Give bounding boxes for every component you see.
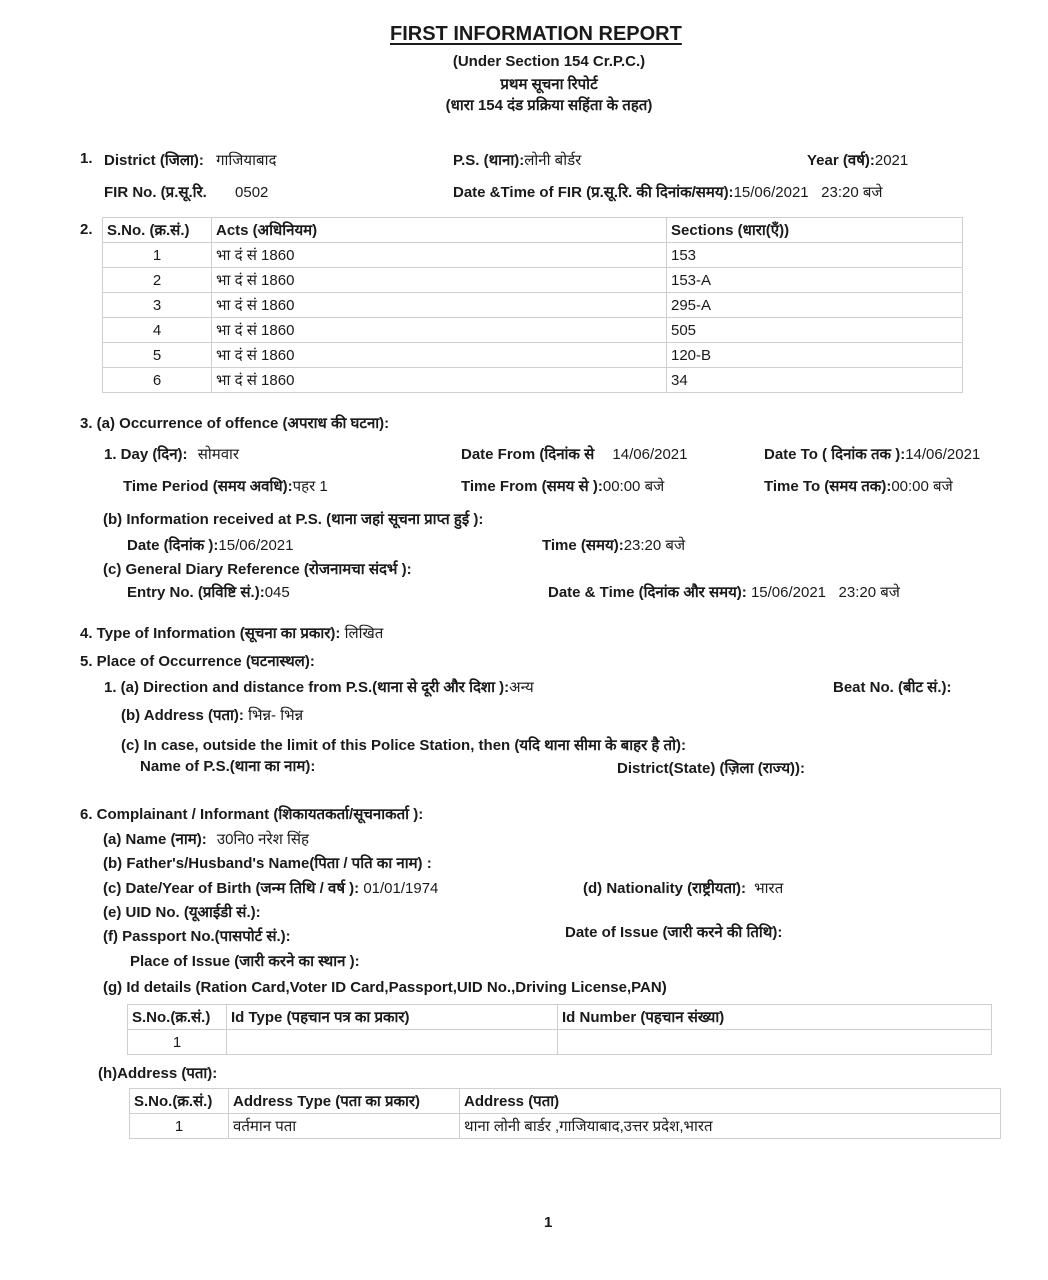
complainant-name-field: [103, 829, 309, 849]
row-sno: 6: [103, 368, 212, 393]
outside-district-state-label: District(State) (ज़िला (राज्य)):: [617, 760, 806, 777]
father-husband-name-label: (b) Father's/Husband's Name(पिता / पति का नाम) :: [103, 855, 432, 872]
row-id-number: [558, 1030, 992, 1055]
document-title: FIRST INFORMATION REPORT: [390, 23, 682, 45]
dob-label: (c) Date/Year of Birth (जन्म तिथि / वर्ष ):: [103, 880, 360, 897]
page-number: 1: [544, 1214, 553, 1231]
time-to-value: 00:00 बजे: [891, 478, 953, 495]
fir-datetime-value: 15/06/2021 23:20 बजे: [733, 184, 883, 201]
type-of-information-value: लिखित: [344, 625, 384, 642]
gd-datetime-value: 15/06/2021 23:20 बजे: [750, 584, 900, 601]
nationality-label: (d) Nationality (राष्ट्रीयता):: [583, 880, 746, 897]
row-section: 153: [667, 243, 963, 268]
date-from-field: [461, 444, 687, 464]
info-received-time-field: [542, 535, 685, 555]
table-header-row: [128, 1005, 992, 1030]
gd-datetime-field: [548, 582, 900, 602]
address-table: [129, 1088, 1001, 1139]
acts-sections-table: [102, 217, 963, 393]
info-received-time-value: 23:20 बजे: [623, 537, 686, 554]
occurrence-address-field: [121, 705, 303, 725]
row-address-type: वर्तमान पता: [229, 1114, 460, 1139]
hindi-subtitle: (धारा 154 दंड प्रक्रिया सहिंता के तहत): [445, 97, 653, 114]
occurrence-address-value: भिन्न- भिन्न: [248, 707, 304, 724]
row-act: भा दं सं 1860: [212, 268, 667, 293]
table-row: [103, 318, 963, 343]
document-subtitle: (Under Section 154 Cr.P.C.): [452, 53, 646, 70]
info-received-time-label: Time (समय):: [542, 537, 624, 554]
row-sno: 4: [103, 318, 212, 343]
place-of-occurrence-heading: 5. Place of Occurrence (घटनास्थल):: [80, 653, 315, 670]
row-sno: 1: [128, 1030, 227, 1055]
table-header-row: [130, 1089, 1001, 1114]
police-station-label: P.S. (थाना):: [453, 152, 525, 169]
district-label: District (जिला):: [104, 152, 204, 169]
table-row: [128, 1030, 992, 1055]
entry-number-label: Entry No. (प्रविष्टि सं.):: [127, 584, 265, 601]
fir-datetime-label: Date &Time of FIR (प्र.सू.रि. की दिनांक/समय):: [453, 184, 734, 201]
table-row: [103, 268, 963, 293]
header-sno: S.No. (क्र.सं.): [103, 218, 212, 243]
row-act: भा दं सं 1860: [212, 293, 667, 318]
table-row: [103, 343, 963, 368]
year-value: 2021: [874, 152, 909, 169]
header-sno: S.No.(क्र.सं.): [130, 1089, 229, 1114]
table-header-row: [103, 218, 963, 243]
date-to-value: 14/06/2021: [905, 446, 981, 463]
fir-number-field: [104, 182, 268, 202]
fir-number-value: 0502: [235, 184, 269, 201]
date-from-label: Date From (दिनांक से: [461, 446, 595, 463]
complainant-address-heading: (h)Address (पता):: [98, 1065, 218, 1082]
header-address-type: Address Type (पता का प्रकार): [229, 1089, 460, 1114]
info-received-date-value: 15/06/2021: [218, 537, 294, 554]
section-2-number: 2.: [80, 221, 93, 238]
complainant-name-value: उ0नि0 नरेश सिंह: [216, 831, 309, 848]
row-section: 120-B: [667, 343, 963, 368]
row-sno: 2: [103, 268, 212, 293]
row-sno: 1: [103, 243, 212, 268]
header-id-number: Id Number (पहचान संख्या): [558, 1005, 992, 1030]
dob-field: [103, 878, 438, 898]
hindi-title: प्रथम सूचना रिपोर्ट: [500, 76, 598, 93]
row-sno: 1: [130, 1114, 229, 1139]
table-row: [103, 368, 963, 393]
dob-value: 01/01/1974: [363, 880, 439, 897]
district-field: [104, 150, 276, 170]
time-period-value: पहर 1: [292, 478, 328, 495]
uid-number-label: (e) UID No. (यूआईडी सं.):: [103, 904, 261, 921]
day-field: [104, 444, 239, 464]
date-to-label: Date To ( दिनांक तक ):: [764, 446, 906, 463]
outside-ps-name-label: Name of P.S.(थाना का नाम):: [140, 758, 316, 775]
row-act: भा दं सं 1860: [212, 343, 667, 368]
entry-number-value: 045: [264, 584, 290, 601]
table-row: [130, 1114, 1001, 1139]
nationality-value: भारत: [754, 880, 784, 897]
beat-number-label: Beat No. (बीट सं.):: [833, 679, 952, 696]
day-label: 1. Day (दिन):: [104, 446, 188, 463]
row-address: थाना लोनी बार्डर ,गाजियाबाद,उत्तर प्रदेश,भारत: [460, 1114, 1001, 1139]
info-received-heading: (b) Information received at P.S. (थाना जहां सूचना प्राप्त हुई ):: [103, 511, 484, 528]
time-from-label: Time From (समय से ):: [461, 478, 603, 495]
nationality-field: [583, 878, 783, 898]
passport-issue-date-label: Date of Issue (जारी करने की तिथि):: [565, 924, 783, 941]
passport-issue-place-label: Place of Issue (जारी करने का स्थान ):: [130, 953, 360, 970]
row-act: भा दं सं 1860: [212, 368, 667, 393]
id-details-heading: (g) Id details (Ration Card,Voter ID Card,Passport,UID No.,Driving License,PAN): [103, 979, 667, 996]
row-act: भा दं सं 1860: [212, 243, 667, 268]
row-section: 153-A: [667, 268, 963, 293]
occurrence-heading: 3. (a) Occurrence of offence (अपराध की घटना):: [80, 415, 390, 432]
row-sno: 3: [103, 293, 212, 318]
time-to-label: Time To (समय तक):: [764, 478, 892, 495]
time-period-field: [123, 476, 328, 496]
row-section: 34: [667, 368, 963, 393]
header-sections: Sections (धारा(एँ)): [667, 218, 963, 243]
header-id-type: Id Type (पहचान पत्र का प्रकार): [227, 1005, 558, 1030]
table-row: [103, 293, 963, 318]
complainant-name-label: (a) Name (नाम):: [103, 831, 207, 848]
row-sno: 5: [103, 343, 212, 368]
direction-value: अन्य: [509, 679, 534, 696]
direction-label: 1. (a) Direction and distance from P.S.(थाना से दूरी और दिशा ):: [104, 679, 510, 696]
time-from-value: 00:00 बजे: [602, 478, 665, 495]
date-to-field: [764, 444, 980, 464]
info-received-date-field: [127, 535, 294, 555]
day-value: सोमवार: [197, 446, 240, 463]
occurrence-address-label: (b) Address (पता):: [121, 707, 244, 724]
year-label: Year (वर्ष):: [807, 152, 875, 169]
header-acts: Acts (अधिनियम): [212, 218, 667, 243]
passport-number-label: (f) Passport No.(पासपोर्ट सं.):: [103, 928, 291, 945]
row-id-type: [227, 1030, 558, 1055]
id-details-table: [127, 1004, 992, 1055]
year-field: [807, 150, 908, 170]
gd-datetime-label: Date & Time (दिनांक और समय):: [548, 584, 747, 601]
fir-number-label: FIR No. (प्र.सू.रि.: [104, 184, 207, 201]
fir-datetime-field: [453, 182, 883, 202]
police-station-field: [453, 150, 581, 170]
district-value: गाजियाबाद: [216, 152, 277, 169]
section-1-number: 1.: [80, 150, 93, 167]
header-sno: S.No.(क्र.सं.): [128, 1005, 227, 1030]
type-of-information-label: 4. Type of Information (सूचना का प्रकार):: [80, 625, 341, 642]
entry-number-field: [127, 582, 290, 602]
row-act: भा दं सं 1860: [212, 318, 667, 343]
type-of-information-field: [80, 623, 383, 643]
date-from-value: 14/06/2021: [612, 446, 688, 463]
row-section: 295-A: [667, 293, 963, 318]
row-section: 505: [667, 318, 963, 343]
complainant-heading: 6. Complainant / Informant (शिकायतकर्ता/सूचनाकर्ता ):: [80, 806, 424, 823]
table-row: [103, 243, 963, 268]
outside-limit-label: (c) In case, outside the limit of this Police Station, then (यदि थाना सीमा के बाहर है तो):: [121, 737, 686, 754]
police-station-value: लोनी बोर्डर: [524, 152, 582, 169]
direction-field: [104, 677, 534, 697]
time-to-field: [764, 476, 953, 496]
time-from-field: [461, 476, 664, 496]
general-diary-heading: (c) General Diary Reference (रोजनामचा संदर्भ ):: [103, 561, 412, 578]
header-address: Address (पता): [460, 1089, 1001, 1114]
time-period-label: Time Period (समय अवधि):: [123, 478, 293, 495]
info-received-date-label: Date (दिनांक ):: [127, 537, 219, 554]
